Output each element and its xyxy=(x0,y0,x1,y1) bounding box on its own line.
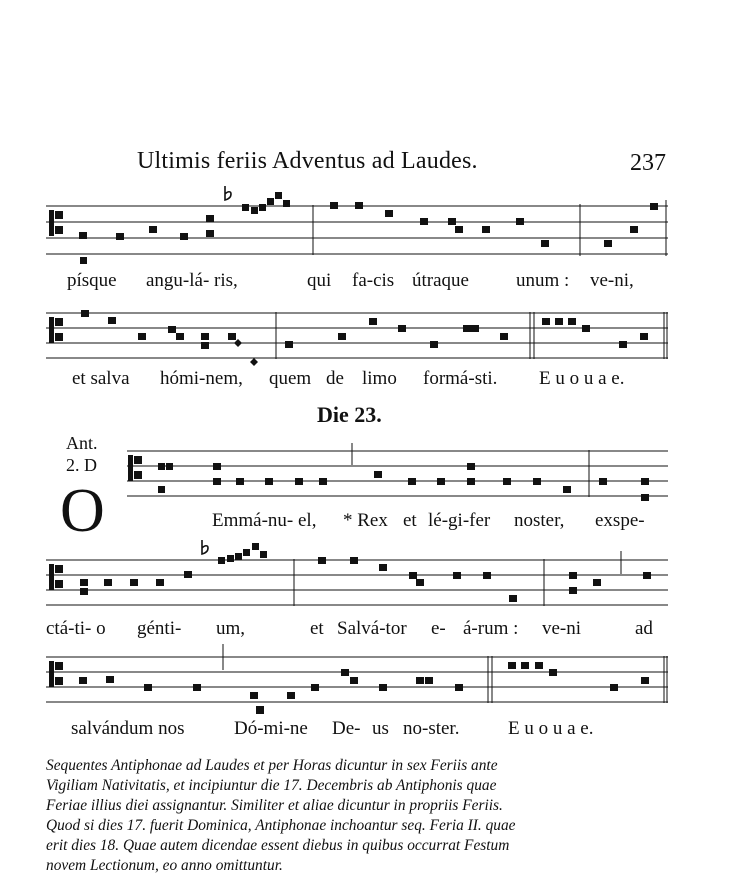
page-header-title: Ultimis feriis Adventus ad Laudes. xyxy=(137,148,478,174)
lyric-syllable: útraque xyxy=(412,270,469,291)
lyric-syllable: fa-cis xyxy=(352,270,395,291)
lyric-syllable: salvándum nos xyxy=(71,718,185,739)
section-title: Die 23. xyxy=(317,402,382,427)
antiphon-label xyxy=(66,432,98,476)
lyric-syllable: noster, xyxy=(514,510,565,531)
rubric-paragraph xyxy=(46,756,668,876)
lyric-syllable: et xyxy=(403,510,417,531)
lyric-syllable: Emmá-nu- el, xyxy=(212,510,317,531)
lyric-syllable: ve-ni xyxy=(542,618,582,639)
lyrics-line-2 xyxy=(0,368,740,392)
page-number: 237 xyxy=(630,150,666,176)
rubric-line: novem Lectionum, eo anno omittuntur. xyxy=(46,857,283,874)
lyric-syllable: * Rex xyxy=(343,510,388,531)
lyric-syllable: ve-ni, xyxy=(590,270,634,291)
lyric-syllable: ad xyxy=(635,618,653,639)
lyrics-line-3 xyxy=(0,510,740,534)
antiphon-label-line-1: Ant. xyxy=(66,433,98,453)
lyric-syllable: de xyxy=(326,368,344,389)
lyric-syllable: hómi-nem, xyxy=(160,368,243,389)
rubric-line: erit dies 18. Quae autem dicendae essent diebus in quibus occurrat Festum xyxy=(46,837,510,854)
lyric-syllable: ctá-ti- o xyxy=(46,618,106,639)
lyric-syllable: písque xyxy=(67,270,117,291)
lyric-syllable: qui xyxy=(307,270,332,291)
lyric-syllable: us xyxy=(372,718,389,739)
lyric-syllable: E u o u a e. xyxy=(539,368,625,389)
lyric-syllable: lé-gi-fer xyxy=(428,510,491,531)
lyric-syllable: quem xyxy=(269,368,312,389)
lyric-syllable: Salvá-tor xyxy=(337,618,407,639)
antiphon-label-line-2: 2. D xyxy=(66,455,97,475)
lyrics-line-1 xyxy=(0,270,740,294)
lyric-syllable: limo xyxy=(362,368,397,389)
rubric-line: Quod si dies 17. fuerit Dominica, Antiphonae inchoantur seq. Feria II. quae xyxy=(46,817,516,834)
rubric-line: Sequentes Antiphonae ad Laudes et per Horas dicuntur in sex Feriis ante xyxy=(46,757,498,774)
lyric-syllable: et salva xyxy=(72,368,130,389)
lyric-syllable: exspe- xyxy=(595,510,645,531)
rubric-line: Vigiliam Nativitatis, et incipiuntur die 17. Decembris ab Antiphonis quae xyxy=(46,777,497,794)
lyric-syllable: formá-sti. xyxy=(423,368,498,389)
lyric-syllable: unum : xyxy=(516,270,570,291)
lyric-syllable: e- xyxy=(431,618,446,639)
lyrics-line-5 xyxy=(0,718,740,742)
lyric-syllable: um, xyxy=(216,618,246,639)
lyric-syllable: E u o u a e. xyxy=(508,718,594,739)
rubric-line: Feriae illius diei assignantur. Similiter et aliae dicuntur in propriis Feriis. xyxy=(46,797,503,814)
initial-letter: O xyxy=(60,477,105,545)
lyric-syllable: angu-lá- ris, xyxy=(146,270,238,291)
lyric-syllable: et xyxy=(310,618,324,639)
lyric-syllable: no-ster. xyxy=(403,718,460,739)
lyric-syllable: á-rum : xyxy=(463,618,519,639)
lyric-syllable: génti- xyxy=(137,618,182,639)
lyrics-line-4 xyxy=(0,618,740,642)
lyric-syllable: De- xyxy=(332,718,361,739)
lyric-syllable: Dó-mi-ne xyxy=(234,718,308,739)
